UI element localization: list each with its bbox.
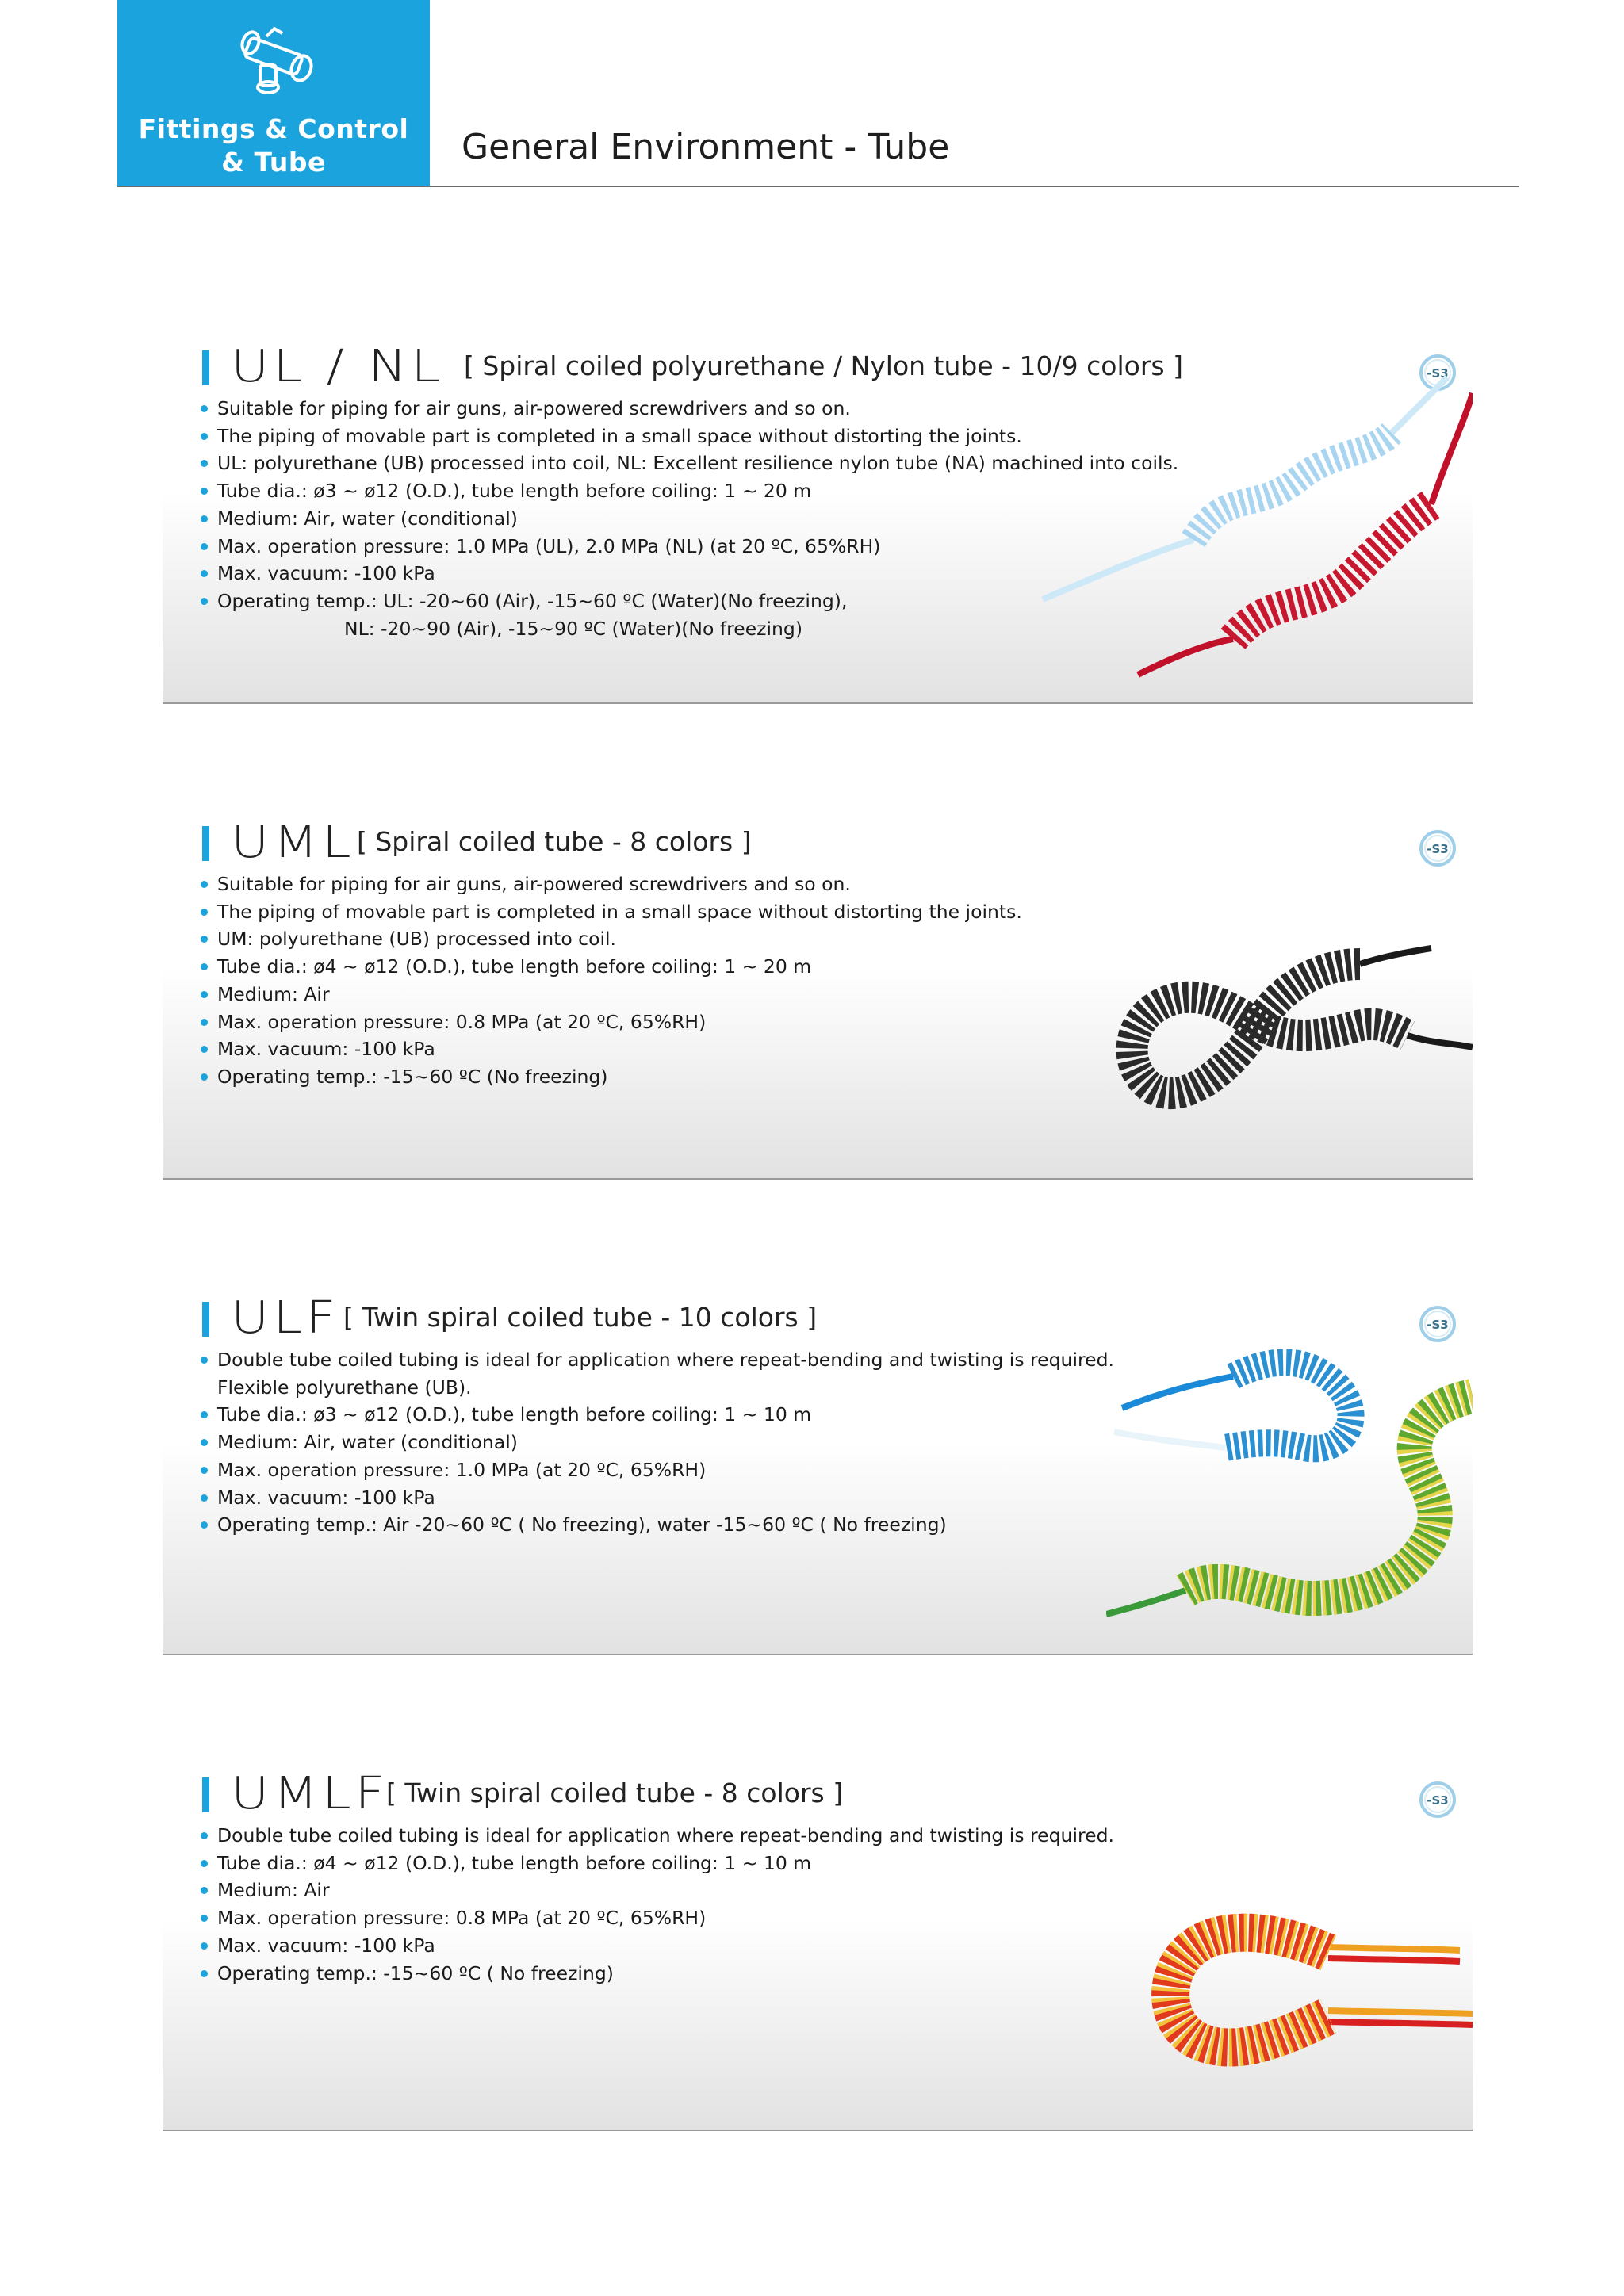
spec-item: Max. operation pressure: 1.0 MPa (at 20 ºC, 65%RH) [198, 1456, 1114, 1484]
category-title: Fittings & Control & Tube [138, 113, 409, 178]
spec-item: UM: polyurethane (UB) processed into coil. [198, 925, 1022, 953]
badge-label: -S3 [1427, 1793, 1449, 1808]
product-section-ul-nl [163, 282, 1473, 704]
product-code: UMLF [231, 1768, 389, 1820]
spec-item: The piping of movable part is completed in a small space without distorting the joints. [198, 423, 1178, 450]
spec-item: Double tube coiled tubing is ideal for application where repeat-bending and twisting is required. [198, 1346, 1114, 1374]
spec-item: Tube dia.: ø3 ~ ø12 (O.D.), tube length before coiling: 1 ~ 20 m [198, 477, 1178, 505]
spec-item: Medium: Air [198, 1877, 1114, 1904]
product-code: UML [231, 817, 355, 868]
heading-accent-bar [202, 350, 209, 385]
product-description: [ Twin spiral coiled tube - 8 colors ] [386, 1777, 844, 1808]
spec-item: The piping of movable part is completed in a small space without distorting the joints. [198, 898, 1022, 926]
spec-item: Tube dia.: ø4 ~ ø12 (O.D.), tube length before coiling: 1 ~ 10 m [198, 1850, 1114, 1877]
coiled-tube-image [1106, 1337, 1473, 1646]
spec-item: Max. operation pressure: 1.0 MPa (UL), 2.0 MPa (NL) (at 20 ºC, 65%RH) [198, 533, 1178, 561]
spec-item: Max. operation pressure: 0.8 MPa (at 20 ºC, 65%RH) [198, 1904, 1114, 1932]
product-code: UL / NL [231, 341, 444, 392]
header-divider [117, 186, 1519, 187]
badge-label: -S3 [1427, 366, 1449, 381]
spec-item: Operating temp.: UL: -20~60 (Air), -15~60 ºC (Water)(No freezing), [198, 587, 1178, 615]
spec-item: Medium: Air, water (conditional) [198, 1429, 1114, 1456]
spec-item: Double tube coiled tubing is ideal for application where repeat-bending and twisting is required. [198, 1822, 1114, 1850]
coiled-tube-image [1035, 362, 1473, 695]
spec-item: Suitable for piping for air guns, air-powered screwdrivers and so on. [198, 395, 1178, 423]
heading-accent-bar [202, 1302, 209, 1337]
s3-badge-icon [1419, 1781, 1457, 1819]
product-section-umlf [163, 1709, 1473, 2131]
spec-list [198, 1822, 1114, 1987]
spec-item: Medium: Air [198, 981, 1022, 1008]
badge-label: -S3 [1427, 1318, 1449, 1332]
spec-item-continuation: Flexible polyurethane (UB). [217, 1376, 472, 1399]
category-banner [117, 0, 430, 186]
spec-item: Tube dia.: ø4 ~ ø12 (O.D.), tube length before coiling: 1 ~ 20 m [198, 953, 1022, 981]
s3-badge-icon [1419, 829, 1457, 867]
heading-accent-bar [202, 1777, 209, 1812]
spec-item: Tube dia.: ø3 ~ ø12 (O.D.), tube length before coiling: 1 ~ 10 m [198, 1401, 1114, 1429]
fitting-icon [228, 22, 324, 101]
spec-item-continuation: NL: -20~90 (Air), -15~90 ºC (Water)(No freezing) [344, 617, 803, 640]
spec-item: Max. vacuum: -100 kPa [198, 1035, 1022, 1063]
product-code: ULF [231, 1292, 340, 1344]
spec-item: Max. vacuum: -100 kPa [198, 560, 1178, 587]
product-section-ulf [163, 1234, 1473, 1655]
product-section-uml [163, 758, 1473, 1180]
coiled-tube-image [1114, 932, 1473, 1131]
spec-item: Max. vacuum: -100 kPa [198, 1932, 1114, 1960]
page-title: General Environment - Tube [462, 127, 950, 167]
spec-item: Max. operation pressure: 0.8 MPa (at 20 ºC, 65%RH) [198, 1008, 1022, 1036]
spec-item: Medium: Air, water (conditional) [198, 505, 1178, 533]
spec-item: Suitable for piping for air guns, air-powered screwdrivers and so on. [198, 871, 1022, 898]
heading-accent-bar [202, 826, 209, 861]
product-description: [ Twin spiral coiled tube - 10 colors ] [343, 1302, 818, 1333]
spec-item: Operating temp.: -15~60 ºC (No freezing) [198, 1063, 1022, 1091]
spec-list [198, 395, 1178, 642]
coiled-tube-image [1146, 1892, 1473, 2082]
spec-item: UL: polyurethane (UB) processed into coil, NL: Excellent resilience nylon tube (NA) machined into coils. [198, 450, 1178, 477]
product-description: [ Spiral coiled polyurethane / Nylon tube - 10/9 colors ] [464, 350, 1183, 381]
spec-list [198, 871, 1022, 1091]
spec-list [198, 1346, 1114, 1539]
badge-label: -S3 [1427, 842, 1449, 856]
product-description: [ Spiral coiled tube - 8 colors ] [357, 826, 752, 857]
spec-item: Operating temp.: -15~60 ºC ( No freezing) [198, 1960, 1114, 1988]
spec-item: Max. vacuum: -100 kPa [198, 1484, 1114, 1512]
spec-item: Operating temp.: Air -20~60 ºC ( No freezing), water -15~60 ºC ( No freezing) [198, 1511, 1114, 1539]
